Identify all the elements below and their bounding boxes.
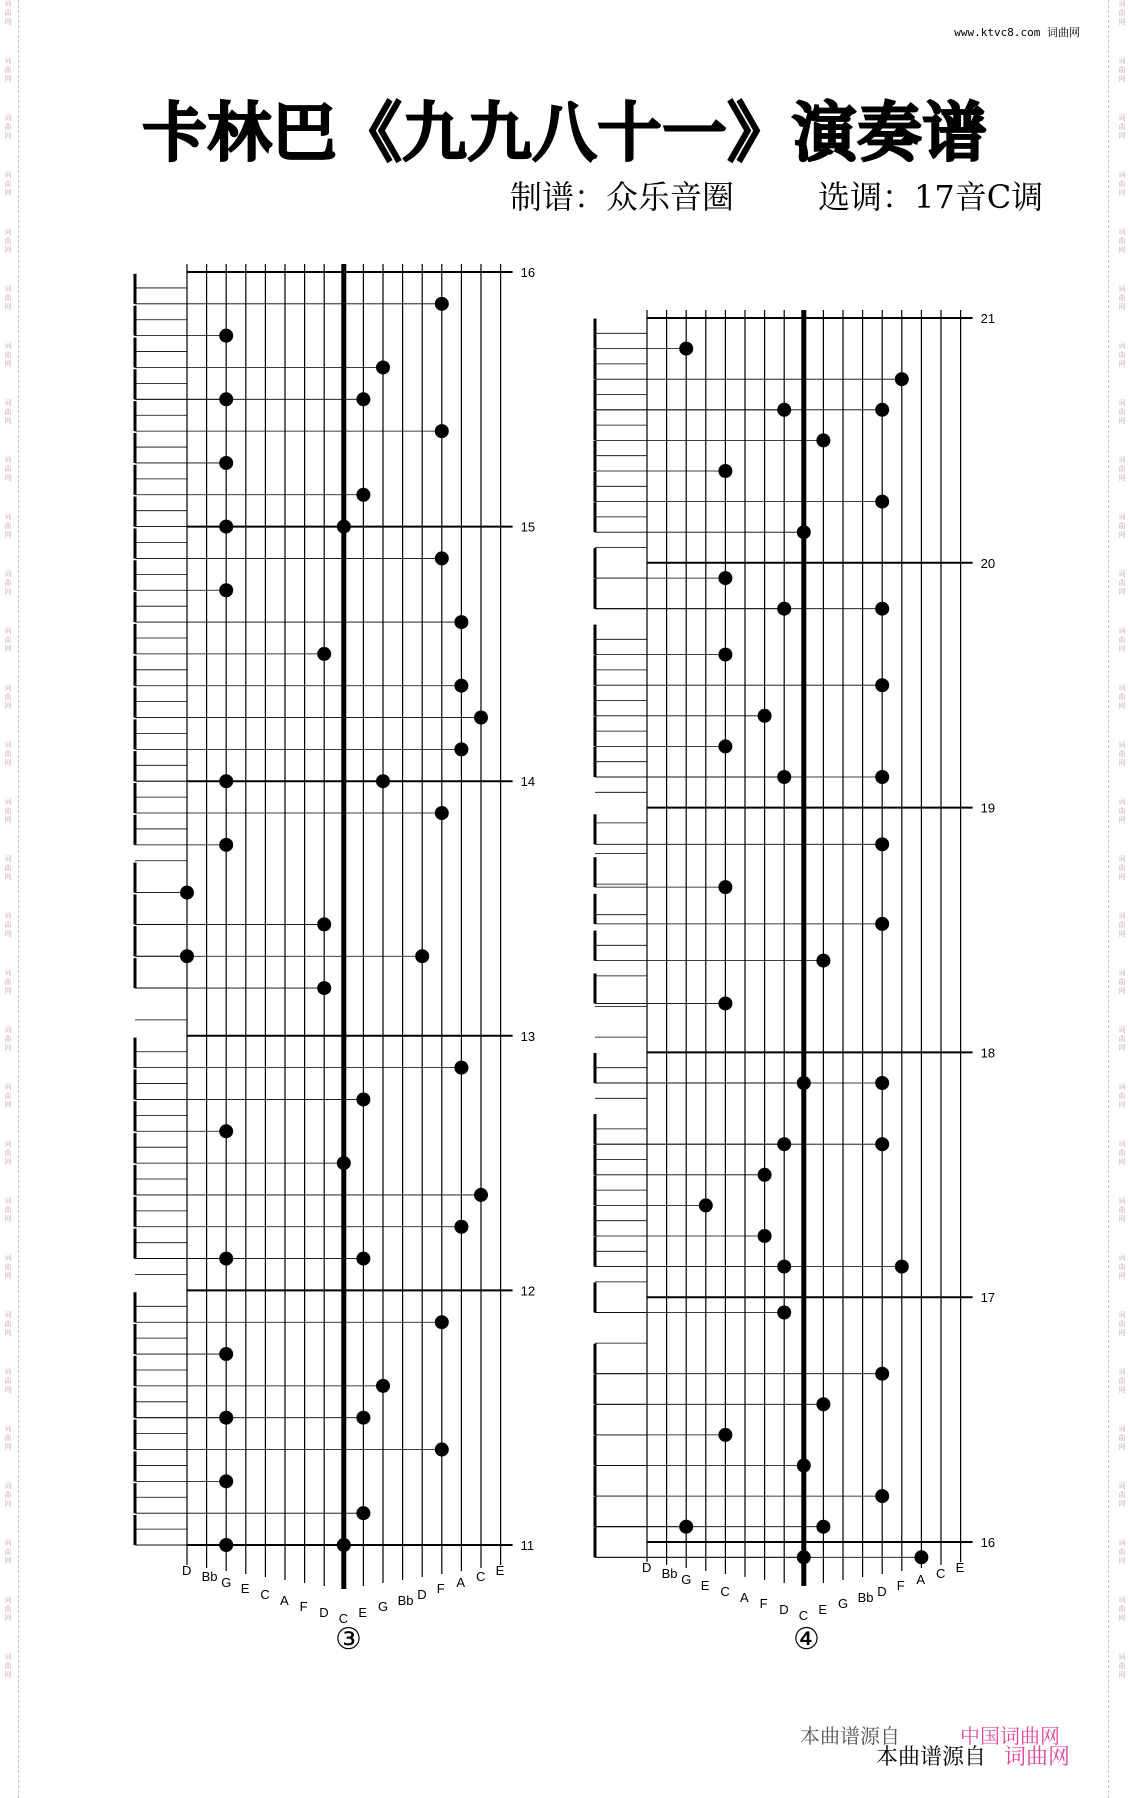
note-dot	[875, 495, 889, 509]
note-dot	[474, 1188, 488, 1202]
tine-label: Bb	[397, 1593, 414, 1608]
watermark-mark: 词 曲 网	[4, 855, 12, 881]
watermark-mark: 词 曲 网	[1118, 627, 1126, 653]
note-dot	[758, 709, 772, 723]
watermark-mark: 词 曲 网	[1118, 684, 1126, 710]
note-dot	[219, 1124, 233, 1138]
note-dot	[895, 372, 909, 386]
note-dot	[797, 1459, 811, 1473]
note-dot	[435, 424, 449, 438]
key-selection: 选调：17音C调	[818, 178, 1044, 216]
watermark-mark: 词 曲 网	[1118, 1482, 1126, 1508]
tine-label: A	[280, 1593, 289, 1608]
note-dot	[337, 1538, 351, 1552]
tine-label: G	[378, 1599, 389, 1614]
note-dot	[816, 433, 830, 447]
site-url: www.ktvc8.com 词曲网	[954, 26, 1080, 39]
footer-source-site[interactable]: 词曲网	[1004, 1745, 1071, 1770]
tine-label: D	[642, 1560, 652, 1575]
tine-label: G	[221, 1575, 232, 1590]
measure-number: 11	[520, 1538, 535, 1553]
note-dot	[474, 711, 488, 725]
note-dot	[875, 770, 889, 784]
watermark-mark: 词 曲 网	[1118, 1026, 1126, 1052]
note-dot	[454, 1220, 468, 1234]
note-dot	[454, 742, 468, 756]
note-dot	[875, 1489, 889, 1503]
tine-label: E	[700, 1578, 710, 1593]
note-dot	[337, 1156, 351, 1170]
measure-number: 19	[980, 800, 996, 816]
tine-label: E	[818, 1602, 828, 1617]
watermark-mark: 词 曲 网	[1118, 1653, 1126, 1679]
watermark-mark: 词 曲 网	[4, 1140, 12, 1166]
note-dot	[454, 615, 468, 629]
watermark-mark: 词 曲 网	[4, 1539, 12, 1565]
note-dot	[435, 297, 449, 311]
watermark-mark: 词 曲 网	[4, 285, 12, 311]
watermark-mark: 词 曲 网	[4, 1596, 12, 1622]
note-dot	[219, 583, 233, 597]
tine-label: E	[240, 1581, 250, 1596]
measure-number: 14	[520, 774, 536, 790]
note-dot	[317, 981, 331, 995]
note-dot	[718, 996, 732, 1010]
measure-number: 20	[980, 555, 996, 571]
watermark-mark: 词 曲 网	[1118, 285, 1126, 311]
note-dot	[718, 880, 732, 894]
page-title: 卡林巴《九九八十一》演奏谱	[142, 97, 988, 171]
arranger-credit: 制谱：众乐音圈	[510, 178, 735, 216]
note-dot	[435, 551, 449, 565]
note-dot	[356, 392, 370, 406]
watermark-mark: 词 曲 网	[1118, 1254, 1126, 1280]
watermark-mark: 词 曲 网	[1118, 1596, 1126, 1622]
watermark-mark: 词 曲 网	[1118, 969, 1126, 995]
note-dot	[895, 1260, 909, 1274]
tine-label: F	[299, 1599, 308, 1614]
watermark-mark: 词 曲 网	[1118, 855, 1126, 881]
note-dot	[317, 647, 331, 661]
note-dot	[356, 1092, 370, 1106]
footer-source-label: 本曲谱源自	[876, 1745, 987, 1770]
watermark-mark: 词 曲 网	[4, 1026, 12, 1052]
tine-label: Bb	[661, 1566, 678, 1581]
tine-label: F	[759, 1596, 768, 1611]
tine-label: C	[476, 1569, 486, 1584]
note-dot	[875, 403, 889, 417]
note-dot	[816, 954, 830, 968]
tine-label: A	[740, 1590, 749, 1605]
watermark-mark: 词 曲 网	[4, 1653, 12, 1679]
watermark-mark: 词 曲 网	[4, 228, 12, 254]
watermark-mark: 词 曲 网	[4, 1425, 12, 1451]
watermark-mark: 词 曲 网	[1118, 1197, 1126, 1223]
tine-label: Bb	[857, 1590, 874, 1605]
tine-label: E	[955, 1560, 965, 1575]
note-dot	[356, 488, 370, 502]
note-dot	[376, 774, 390, 788]
note-dot	[875, 1076, 889, 1090]
watermark-mark: 词 曲 网	[4, 0, 12, 26]
measure-number: 17	[980, 1290, 996, 1306]
watermark-mark: 词 曲 网	[4, 912, 12, 938]
watermark-mark: 词 曲 网	[1118, 1539, 1126, 1565]
tine-label: C	[720, 1584, 730, 1599]
watermark-mark: 词 曲 网	[1118, 456, 1126, 482]
watermark-mark: 词 曲 网	[4, 969, 12, 995]
tine-label: E	[358, 1605, 368, 1620]
watermark-mark: 词 曲 网	[4, 741, 12, 767]
note-dot	[415, 949, 429, 963]
watermark-mark: 词 曲 网	[1118, 798, 1126, 824]
note-dot	[718, 464, 732, 478]
note-dot	[356, 1252, 370, 1266]
measure-number: 18	[980, 1045, 996, 1061]
tine-label: D	[779, 1602, 789, 1617]
footer-faded-label: 本曲谱源自	[800, 1724, 900, 1748]
note-dot	[816, 1520, 830, 1534]
tine-label: C	[936, 1566, 946, 1581]
watermark-mark: 词 曲 网	[4, 171, 12, 197]
panel-number-3: ③	[335, 1622, 362, 1657]
watermark-mark: 词 曲 网	[4, 1083, 12, 1109]
watermark-mark: 词 曲 网	[1118, 912, 1126, 938]
watermark-mark: 词 曲 网	[4, 1197, 12, 1223]
tine-label: G	[838, 1596, 849, 1611]
watermark-mark: 词 曲 网	[1118, 1311, 1126, 1337]
note-dot	[435, 806, 449, 820]
note-dot	[797, 525, 811, 539]
tine-label: F	[896, 1578, 905, 1593]
tine-label: A	[456, 1575, 466, 1590]
watermark-mark: 词 曲 网	[4, 399, 12, 425]
note-dot	[718, 739, 732, 753]
note-dot	[875, 1367, 889, 1381]
note-dot	[219, 838, 233, 852]
note-dot	[875, 602, 889, 616]
watermark-mark: 词 曲 网	[1118, 513, 1126, 539]
watermark-mark: 词 曲 网	[4, 114, 12, 140]
watermark-mark: 词 曲 网	[4, 1368, 12, 1394]
tine-label: C	[260, 1587, 270, 1602]
note-dot	[679, 342, 693, 356]
measure-number: 16	[520, 265, 536, 280]
note-dot	[454, 679, 468, 693]
tine-label: C	[338, 1611, 349, 1626]
watermark-mark: 词 曲 网	[4, 456, 12, 482]
note-dot	[875, 837, 889, 851]
note-dot	[816, 1397, 830, 1411]
note-dot	[376, 360, 390, 374]
watermark-mark: 词 曲 网	[1118, 228, 1126, 254]
note-dot	[718, 1428, 732, 1442]
watermark-mark: 词 曲 网	[1118, 1368, 1126, 1394]
watermark-mark: 词 曲 网	[1118, 741, 1126, 767]
panel-number-4: ④	[793, 1622, 820, 1657]
watermark-mark: 词 曲 网	[1118, 0, 1126, 26]
note-dot	[435, 1443, 449, 1457]
note-dot	[356, 1506, 370, 1520]
watermark-mark: 词 曲 网	[1118, 399, 1126, 425]
watermark-mark: 词 曲 网	[4, 1482, 12, 1508]
tine-label: G	[681, 1572, 692, 1587]
watermark-mark: 词 曲 网	[4, 798, 12, 824]
tine-label: D	[319, 1605, 329, 1620]
measure-number: 16	[980, 1535, 996, 1550]
watermark-mark: 词 曲 网	[1118, 342, 1126, 368]
watermark-mark: 词 曲 网	[1118, 171, 1126, 197]
note-dot	[718, 648, 732, 662]
watermark-mark: 词 曲 网	[1118, 57, 1126, 83]
watermark-mark: 词 曲 网	[4, 627, 12, 653]
note-dot	[454, 1061, 468, 1075]
note-dot	[718, 571, 732, 585]
note-dot	[219, 329, 233, 343]
note-dot	[435, 1315, 449, 1329]
watermark-mark: 词 曲 网	[4, 1254, 12, 1280]
watermark-mark: 词 曲 网	[1118, 114, 1126, 140]
footer-source	[876, 1740, 1070, 1771]
note-dot	[219, 1474, 233, 1488]
tine-label: D	[182, 1563, 192, 1578]
tine-label: D	[417, 1587, 427, 1602]
note-dot	[777, 1306, 791, 1320]
note-dot	[875, 1137, 889, 1151]
footer-faded-site: 中国词曲网	[960, 1724, 1060, 1748]
watermark-mark: 词 曲 网	[4, 570, 12, 596]
watermark-mark: 词 曲 网	[4, 57, 12, 83]
measure-number: 12	[520, 1283, 536, 1299]
note-dot	[699, 1198, 713, 1212]
tine-label: A	[916, 1572, 926, 1587]
watermark-mark: 词 曲 网	[1118, 570, 1126, 596]
watermark-mark: 词 曲 网	[1118, 1083, 1126, 1109]
note-dot	[219, 1347, 233, 1361]
watermark-mark: 词 曲 网	[4, 513, 12, 539]
note-dot	[758, 1229, 772, 1243]
watermark-mark: 词 曲 网	[4, 1311, 12, 1337]
note-dot	[337, 520, 351, 534]
tine-label: E	[495, 1563, 505, 1578]
tine-label: Bb	[201, 1569, 218, 1584]
watermark-mark: 词 曲 网	[1118, 1140, 1126, 1166]
note-dot	[875, 678, 889, 692]
watermark-mark: 词 曲 网	[1118, 1425, 1126, 1451]
note-dot	[376, 1379, 390, 1393]
note-dot	[219, 456, 233, 470]
note-dot	[180, 886, 194, 900]
watermark-mark: 词 曲 网	[4, 342, 12, 368]
note-dot	[317, 917, 331, 931]
note-dot	[914, 1550, 928, 1564]
note-dot	[356, 1411, 370, 1425]
measure-number: 13	[520, 1028, 536, 1044]
tine-label: C	[798, 1608, 809, 1623]
tine-label: F	[436, 1581, 445, 1596]
measure-number: 15	[520, 519, 536, 535]
note-dot	[758, 1168, 772, 1182]
note-dot	[875, 917, 889, 931]
watermark-mark: 词 曲 网	[4, 684, 12, 710]
measure-number: 21	[980, 311, 996, 326]
tine-label: D	[877, 1584, 887, 1599]
